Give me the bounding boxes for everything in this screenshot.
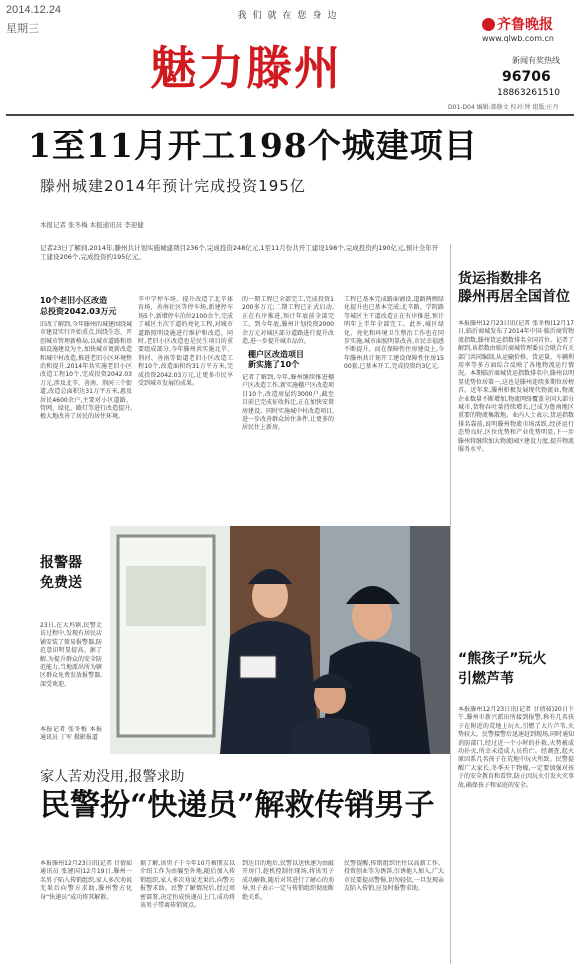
sidebar-divider [450, 244, 451, 964]
lead-col1-title2: 总投资2042.03万元 [40, 307, 117, 316]
lead-col1-title1: 10个老旧小区改造 [40, 296, 108, 305]
slogan: 我们就在您身边 [237, 11, 343, 21]
lead-col3-text2: 记者了解到,今年,滕州继续推进棚户区改造工作,新实施棚户区改造项目10个,改造房屋约3000户,截至目前已完成征收拆迁,正在加快安置房建设。同时实施城中村改造项目,进一步改善群众居住条件,让更多的居民住上新房。 [242, 374, 334, 432]
newspaper-logo [482, 14, 553, 34]
bottom-col2-text: 据了解,该男子于今年10月被朋友以介绍工作为由骗至外地,随后加入传销组织,家人多次劝说无果后,向警方报警求助。民警了解情况后,经过周密部署,决定扮成快递员上门,成功将该男子带离传销窝点。 [140, 860, 235, 910]
hotline-label: 新闻有奖热线 [512, 56, 560, 65]
header-divider [6, 114, 574, 116]
lead-col4-text: 工程已基本完成路面铺设,道路两侧绿化提升也已基本完成;北辛路、学院路等城区主干道改造正在有序推进,预计明年上半年全部完工。此外,城区绿化、亮化和环境卫生整治工作也在同步实施,城市面貌明显改善,市民幸福感不断提升。而在保障性住房建设上,今年滕州共计划开工建设保障性住房1500套,已基本开工,完成投资约3亿元。 [344, 296, 444, 371]
sidebar1-title1: 货运指数排名 [458, 271, 542, 287]
sidebar1-text: 本报滕州12月23日讯(记者 张冬梅)12月17日,临沂商城发布了2014年中国·临沂商贸物流指数,滕州货运指数排名全国首位。记者了解到,该指数由临沂商城管理委员会联合有关部门共同编制,从运输价格、货运量、车辆利用率等多方面综合反映了各地物流运行情况。本期临沂商城货运指数排名中,滕州以明显优势位居第一,这也是滕州连续多期位居榜首。近年来,滕州积极发展现代物流业,物流企业数量不断增加,物流网络覆盖全国大部分城市,货物吞吐量持续增长,已成为鲁南地区重要的物流集散地。业内人士表示,货运指数排名靠前,说明滕州物流市场活跃,经济运行态势良好,区位优势和产业优势明显,下一步滕州将继续加大物流园区建设力度,提升物流服务水平。 [458, 320, 574, 454]
logo-icon [482, 18, 495, 31]
sidebar1-title2: 滕州再居全国首位 [458, 289, 570, 305]
sidebar3-title1: “熊孩子”玩火 [458, 651, 547, 667]
bottom-col1-text: 本报滕州12月23日讯(记者 甘倩茹 通讯员 张建国)12月19日,滕州一名男子陷入传销组织,家人多次劝说无果后向警方求助,滕州警方化身“快递员”成功将其解救。 [40, 860, 132, 901]
issue-date: 2014.12.24 [6, 4, 62, 16]
lead-col2-text: 辛中学停车场、提升改造了北辛体育场、善南社区等停车场,新建停车场5个,新增停车泊位2100余个,完成了城区主次干道的亮化工程,对城市道路照明设施进行维护和改造。同时,老旧小区改造也是民生项目的重要组成部分,今年滕州共实施北辛、荆河、善南等街道老旧小区改造工程10个,改造面积约31万平方米,完成投资2042.03万元,让更多市民享受到城市发展的成果。 [138, 296, 233, 388]
hotline-mobile: 18863261510 [497, 88, 560, 98]
bottom-slug: 家人苦劝没用,报警求助 [40, 769, 185, 785]
bottom-col3-text: 到达目的地后,民警以送快递为由敲开房门,趁机控制住现场,将该男子成功解救,随后对其进行了耐心的劝导,男子表示一定与传销组织彻底断绝关系。 [242, 860, 334, 901]
lead-col3-title: 棚户区改造项目 新实施了10个 [248, 350, 304, 369]
masthead-title: 魅力滕州 [150, 41, 342, 95]
sidebar2-text: 23日,在大坞镇,民警走访过程中,发现有居民店铺安装了简易报警器,防范意识明显提高。据了解,为提升群众的安全防范能力,当地派出所为辖区群众免费发放报警器,深受欢迎。 [40, 622, 102, 688]
lead-subhead: 滕州城建2014年预计完成投资195亿 [40, 177, 306, 195]
sidebar2-credit: 本报记者 张冬梅 本报通讯员 丁军 摄影报道 [40, 726, 102, 742]
police-photo-illustration [110, 526, 450, 754]
lead-headline: 1至11月开工198个城建项目 [28, 126, 478, 165]
bottom-headline: 民警扮“快递员”解救传销男子 [40, 788, 435, 823]
lead-col3-text: 的一期工程已全部完工,完成投资1200多万元;二期工程已正式启动,正在有序推进,预计年底前全部完工。到今年底,滕州计划投资2000余万元对城区部分道路进行提升改造,进一步提升城市品位。 [242, 296, 334, 346]
issue-weekday: 星期三 [6, 22, 39, 35]
lead-byline: 本报记者 张冬梅 本报通讯员 李迎健 [40, 221, 144, 229]
logo-text: 齐鲁晚报 [497, 17, 553, 33]
sidebar3-text: 本报滕州12月23日讯(记者 甘倩茹)20日下午,滕州市新兴派出所接到报警,称有几名孩子在附近的荒地上玩火,引燃了大片芦苇,火势较大。民警接警后迅速赶到现场,同时通知消防部门,经过近一个小时的扑救,火势被成功扑灭,所幸未造成人员伤亡。经调查,起火原因系几名孩子在荒地中玩火所致。民警提醒广大家长,冬季天干物燥,一定要加强对孩子的安全教育和看管,防止因玩火引发火灾事故,确保孩子和家庭的安全。 [458, 706, 574, 789]
sidebar2-title2: 免费送 [40, 575, 82, 591]
bottom-col4-text: 民警提醒,传销组织往往以高薪工作、投资创业等为诱饵,引诱他人加入,广大市民要提高警惕,切勿轻信,一旦发现亲友陷入传销,应及时报警求助。 [344, 860, 444, 893]
lead-paragraph: 记者23日了解到,2014年,滕州共计划实施城建项目236个,完成投资248亿元,1至11月份共开工建设198个,完成投资约190亿元,预计全年开工建设206个,完成投资约195亿元。 [40, 244, 439, 261]
news-photo [110, 526, 450, 754]
sidebar3-title2: 引燃芦苇 [458, 671, 514, 687]
page-info: D01-D04 编辑:郝修文 校对:钟 组版:庄丹 [448, 104, 559, 111]
hotline-number: 96706 [502, 69, 551, 85]
sidebar2-title1: 报警器 [40, 555, 82, 571]
lead-col1-text: 旧改了解到,今年滕州的城建围绕城市建设实行开始重点,围绕生态、开创城市管理新格局,以城市道路和基础设施建设为主,加快城市更新改造和城中村改造,推进老旧小区环境整治和提升,2014年共实施老旧小区改造工程10个,完成投资2042.03万元,涉及北辛、善南、荆河三个街道,改造总面积达31万平方米,惠及居民4600余户,主要对小区道路、管网、绿化、路灯等进行改造提升,极大地改善了居民的居住环境。 [40, 321, 132, 421]
website-url[interactable]: www.qlwb.com.cn [482, 34, 554, 43]
